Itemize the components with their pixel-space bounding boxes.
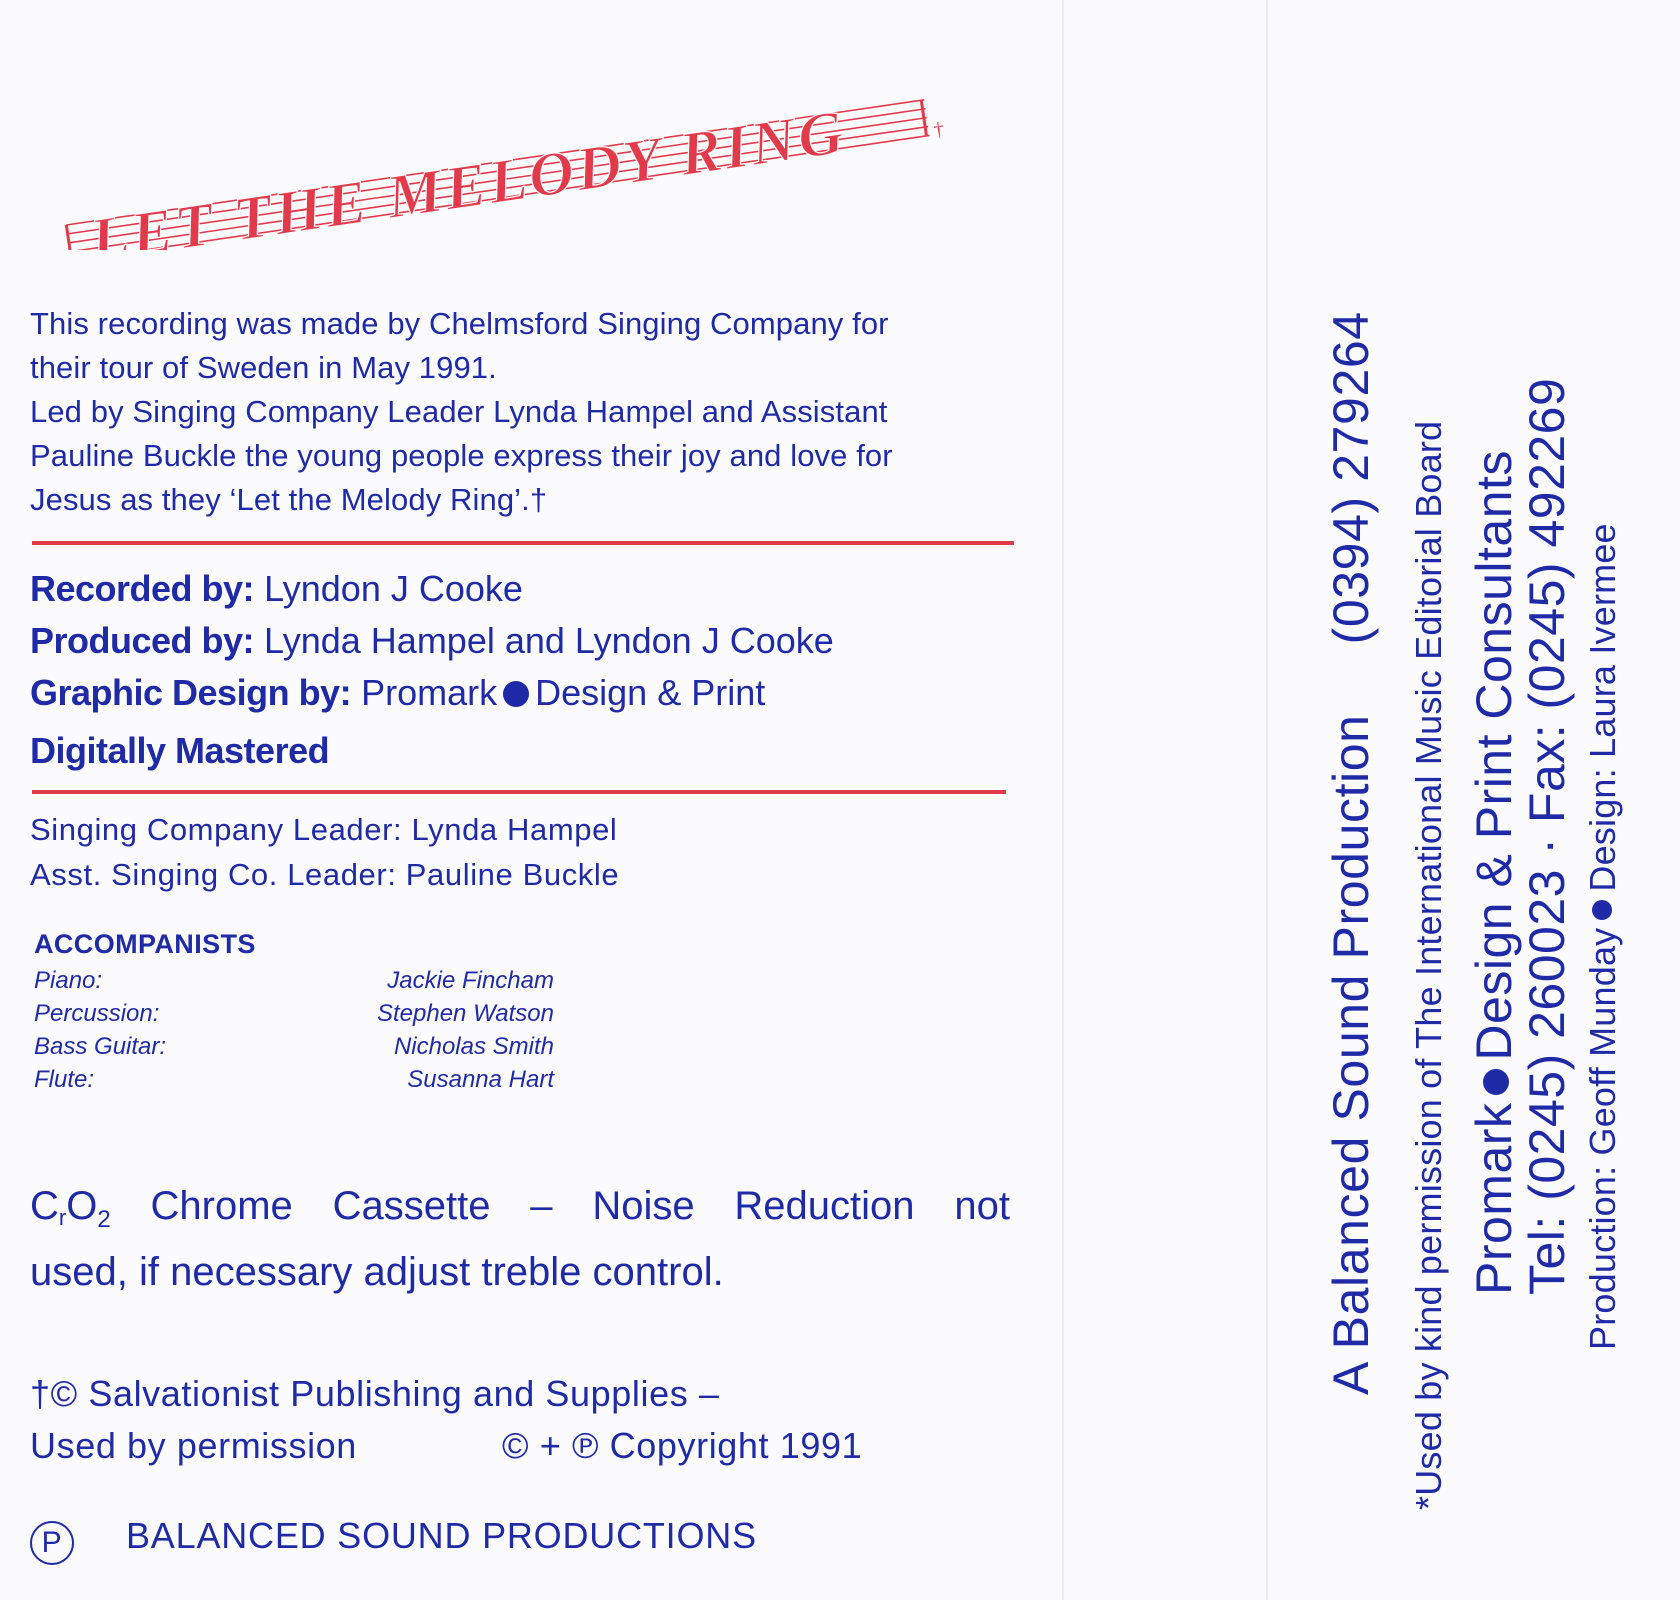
fold-line — [1062, 0, 1064, 1600]
spine-permission-line: *Used by kind permission of The International Music Editorial Board — [1408, 420, 1449, 1510]
player-name: Susanna Hart — [407, 1066, 554, 1093]
instrument: Percussion: — [34, 1000, 160, 1027]
credit-value: Lyndon J Cooke — [264, 568, 523, 609]
credit-label: Recorded by: — [30, 568, 255, 609]
cassette-word: Chrome — [150, 1184, 293, 1228]
accompanists-list — [34, 964, 554, 1096]
cro2-r: r — [58, 1205, 67, 1230]
copyright-block — [30, 1368, 1010, 1472]
credit-mastered — [30, 725, 1015, 777]
leaders-block — [30, 807, 619, 897]
cassette-line — [30, 1180, 1010, 1246]
fold-line — [1266, 0, 1268, 1600]
permission-text: Used by permission — [30, 1425, 357, 1466]
player-name: Nicholas Smith — [393, 1033, 554, 1060]
intro-line: Pauline Buckle the young people express their joy and love for — [30, 438, 893, 473]
cro2-o: O — [66, 1184, 98, 1228]
player-name: Jackie Fincham — [387, 967, 554, 994]
intro-line: This recording was made by Chelmsford Singing Company for — [30, 306, 889, 341]
accompanist-row — [34, 1063, 554, 1096]
cassette-note — [30, 1180, 1010, 1298]
copyright-line — [30, 1420, 1010, 1472]
divider — [32, 790, 1006, 794]
credit-value: Design & Print — [535, 672, 766, 713]
spine-text: Design & Print Consultants — [1466, 450, 1522, 1061]
title-logo-graphic — [20, 20, 1000, 250]
spine-production-line — [1322, 311, 1380, 1395]
accompanist-row — [34, 1030, 554, 1063]
cassette-word: not — [954, 1184, 1010, 1228]
spine-phone: (0394) 279264 — [1323, 311, 1379, 645]
spine-text: Promark — [1466, 1102, 1522, 1295]
spine-text: Production: Geoff Munday — [1582, 927, 1623, 1350]
instrument: Flute: — [34, 1066, 95, 1093]
cro2-symbol — [30, 1180, 111, 1246]
copyright-year: © + ℗ Copyright 1991 — [502, 1425, 863, 1466]
credit-label: Digitally Mastered — [30, 730, 330, 771]
staff-start-bar — [66, 225, 71, 250]
bullet-dot-icon — [1592, 900, 1612, 920]
accompanist-row — [34, 997, 554, 1030]
credit-design — [30, 667, 1015, 719]
spine-text: A Balanced Sound Production — [1323, 714, 1379, 1395]
instrument: Bass Guitar: — [34, 1033, 167, 1060]
credit-label: Graphic Design by: — [30, 672, 352, 713]
intro-line: Led by Singing Company Leader Lynda Hampel and Assistant — [30, 394, 888, 429]
phonogram-icon: P — [30, 1521, 74, 1565]
intro-paragraph — [30, 302, 1015, 522]
instrument: Piano: — [34, 967, 103, 994]
accompanists-heading: ACCOMPANISTS — [34, 929, 256, 959]
bullet-dot-icon — [1483, 1069, 1509, 1095]
cassette-word: Cassette — [332, 1184, 491, 1228]
cassette-word: Reduction — [734, 1184, 915, 1228]
cro2-c: C — [30, 1184, 59, 1228]
credit-value: Promark — [361, 672, 498, 713]
accompanist-row — [34, 964, 554, 997]
credit-label: Produced by: — [30, 620, 255, 661]
cassette-word: Noise — [592, 1184, 695, 1228]
credit-value: Lynda Hampel and Lyndon J Cooke — [264, 620, 834, 661]
spine-text: Design: Laura Ivermee — [1582, 523, 1623, 892]
credit-produced — [30, 615, 1015, 667]
bullet-dot-icon — [503, 681, 529, 707]
title-staff-group — [64, 84, 947, 250]
player-name: Stephen Watson — [376, 1000, 554, 1027]
leader-line: Asst. Singing Co. Leader: Pauline Buckle — [30, 857, 620, 892]
title-logo — [20, 20, 1000, 250]
spine-promark-line — [1465, 450, 1523, 1295]
intro-line: Jesus as they ‘Let the Melody Ring’.† — [30, 482, 548, 517]
publisher-line — [30, 1515, 757, 1565]
cassette-line: used, if necessary adjust treble control. — [30, 1250, 724, 1294]
divider — [32, 541, 1014, 545]
cassette-word: – — [530, 1184, 553, 1228]
leader-line: Singing Company Leader: Lynda Hampel — [30, 812, 618, 847]
credit-recorded — [30, 563, 1015, 615]
spine-contact-line: Tel: (0245) 260023 · Fax: (0245) 492269 — [1519, 377, 1575, 1295]
title-dagger: † — [932, 118, 946, 142]
spine-credits-line — [1582, 523, 1624, 1350]
title-text: LET THE MELODY RING — [86, 97, 851, 250]
cro2-two: 2 — [97, 1206, 111, 1233]
intro-line: their tour of Sweden in May 1991. — [30, 350, 497, 385]
copyright-line: †© Salvationist Publishing and Supplies – — [30, 1373, 720, 1414]
credits-block — [30, 563, 1015, 777]
publisher-name: BALANCED SOUND PRODUCTIONS — [126, 1515, 757, 1556]
